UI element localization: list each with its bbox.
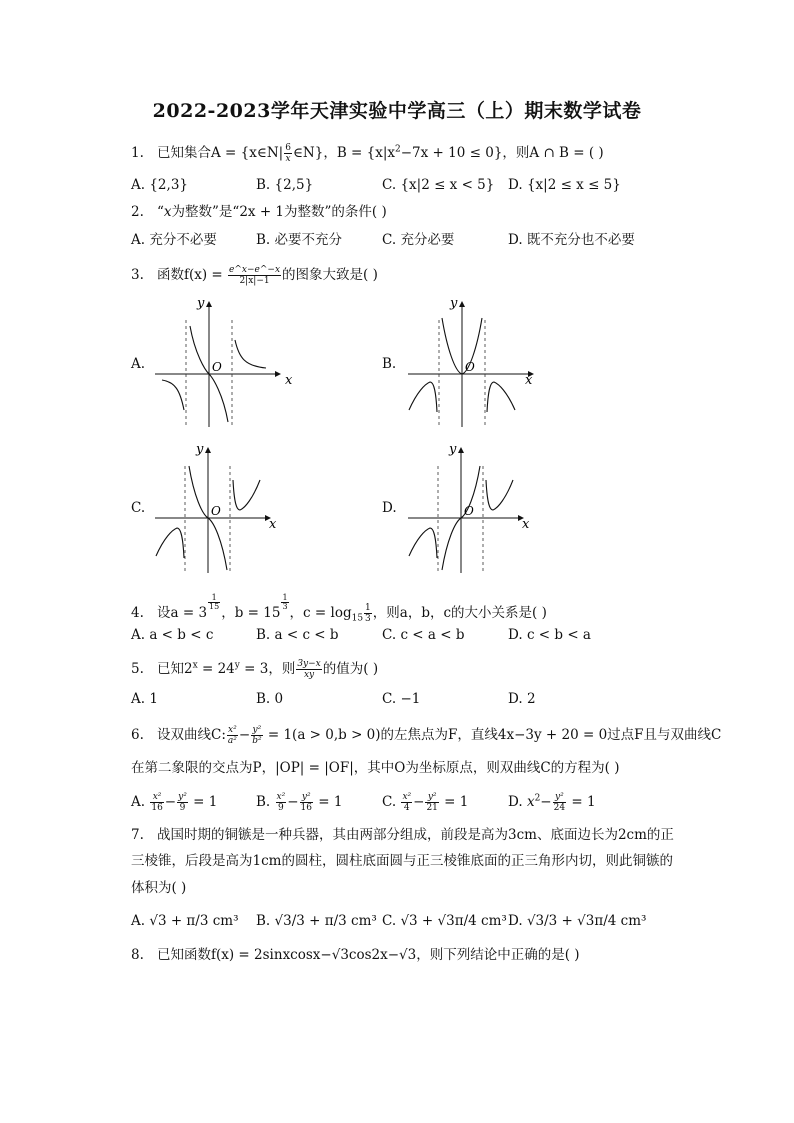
question-1: 1. 已知集合A = {x∈N| $\frac{6}{x}$ ∈N}，$B = \{x|x^2-7x + 10 \le 0\}$，则A ∩ B = ( ) bbox=[131, 143, 604, 164]
curve bbox=[486, 480, 513, 510]
x-axis-label: x bbox=[522, 517, 530, 532]
question-7-line-3: 体积为( ) bbox=[131, 880, 187, 896]
origin-label: O bbox=[211, 504, 221, 518]
option-a[interactable]: A. 充分不必要 bbox=[131, 232, 217, 248]
curve bbox=[233, 480, 260, 510]
question-5: 5. 已知$2^x = 24^y = 3$，则 $\frac{3y-x}{xy}$ 的值为( ) bbox=[131, 659, 379, 680]
question-8: 8. 已知函数f(x) = 2sinxcosx−√3cos2x−√3，则下列结论中正确的是( ) bbox=[131, 947, 580, 963]
curve bbox=[409, 528, 437, 558]
option-a[interactable]: A. a < b < c bbox=[131, 627, 214, 643]
question-6: 6. 设双曲线C: $\frac{\text{x²}}{\text{a²}}$ − $\frac{\text{y²}}{\text{b²}}$ = 1(a > 0,b > 0)的左焦点为F，直线4x−3y + 20 = 0过点F且与双曲线C bbox=[131, 725, 722, 746]
origin-label: O bbox=[212, 360, 222, 374]
question-number: 1. bbox=[131, 145, 144, 161]
page-title: 2022-2023学年天津实验中学高三（上）期末数学试卷 bbox=[152, 100, 642, 122]
option-d[interactable]: D. √3/3 + √3π/4 cm³ bbox=[508, 913, 647, 929]
graph-d-label[interactable]: D. bbox=[382, 500, 397, 516]
graph-c[interactable] bbox=[150, 438, 300, 578]
option-d[interactable]: D. 2 bbox=[508, 691, 536, 707]
option-c[interactable]: C. −1 bbox=[382, 691, 421, 707]
option-d[interactable]: D. 既不充分也不必要 bbox=[508, 232, 635, 248]
question-number: 7. bbox=[131, 827, 144, 843]
option-a[interactable]: A. $\frac{\text{x²}}{16}$ − $\frac{\text{y²}}{9}$ = 1 bbox=[131, 792, 218, 813]
option-c[interactable]: C. {x|2 ≤ x < 5} bbox=[382, 177, 495, 193]
graph-b[interactable] bbox=[403, 292, 553, 432]
origin-label: O bbox=[465, 360, 475, 374]
option-c[interactable]: C. $\frac{\text{x²}}{4}$ − $\frac{\text{y²}}{21}$ = 1 bbox=[382, 792, 469, 813]
question-number: 8. bbox=[131, 947, 144, 963]
question-number: 2. bbox=[131, 204, 144, 220]
option-b[interactable]: B. 0 bbox=[256, 691, 284, 707]
option-b[interactable]: B. 必要不充分 bbox=[256, 232, 343, 248]
y-axis-label: y bbox=[197, 296, 205, 311]
graph-d[interactable] bbox=[403, 438, 553, 578]
option-c[interactable]: C. 充分必要 bbox=[382, 232, 455, 248]
option-b[interactable]: B. √3/3 + π/3 cm³ bbox=[256, 913, 377, 929]
question-number: 6. bbox=[131, 727, 144, 743]
option-d[interactable]: D. c < b < a bbox=[508, 627, 591, 643]
option-a[interactable]: A. √3 + π/3 cm³ bbox=[131, 913, 239, 929]
y-axis-label: y bbox=[196, 442, 204, 457]
curve bbox=[409, 382, 437, 412]
option-a[interactable]: A. {2,3} bbox=[131, 177, 188, 193]
graph-a[interactable] bbox=[150, 292, 300, 432]
question-7: 7. 战国时期的铜镞是一种兵器，其由两部分组成，前段是高为3cm、底面边长为2cm的正 bbox=[131, 827, 674, 843]
question-number: 5. bbox=[131, 661, 144, 677]
curve bbox=[162, 380, 184, 410]
y-axis-label: y bbox=[450, 296, 458, 311]
option-c[interactable]: C. c < a < b bbox=[382, 627, 465, 643]
origin-label: O bbox=[464, 504, 474, 518]
y-axis-label: y bbox=[449, 442, 457, 457]
question-number: 4. bbox=[131, 605, 144, 621]
curve bbox=[487, 382, 515, 412]
x-axis-label: x bbox=[269, 517, 277, 532]
option-b[interactable]: B. {2,5} bbox=[256, 177, 314, 193]
option-a[interactable]: A. 1 bbox=[131, 691, 158, 707]
option-d[interactable]: D. $x^2-$ $\frac{\text{y²}}{24}$ = 1 bbox=[508, 792, 596, 813]
option-d[interactable]: D. {x|2 ≤ x ≤ 5} bbox=[508, 177, 621, 193]
question-number: 3. bbox=[131, 267, 144, 283]
graph-a-label[interactable]: A. bbox=[131, 356, 146, 372]
curve bbox=[235, 340, 266, 368]
question-7-line-2: 三棱锥，后段是高为1cm的圆柱，圆柱底面圆与正三棱锥底面的正三角形内切，则此铜镞的 bbox=[131, 853, 673, 869]
question-4: 4. 设a = 3 $^{\frac{1}{15}}$ ，b = 15 $^{\frac{1}{3}}$ ，$c = \log_{15}$ $\frac{1}{3}$ ，则a，b，c的大小关系是( ) bbox=[131, 593, 547, 624]
question-2: 2. “x为整数”是“2x + 1为整数”的条件( ) bbox=[131, 204, 387, 220]
option-c[interactable]: C. √3 + √3π/4 cm³ bbox=[382, 913, 507, 929]
x-axis-label: x bbox=[525, 373, 533, 388]
graph-b-label[interactable]: B. bbox=[382, 356, 397, 372]
option-b[interactable]: B. a < c < b bbox=[256, 627, 339, 643]
graph-c-label[interactable]: C. bbox=[131, 500, 146, 516]
curve bbox=[156, 528, 184, 558]
question-6-line-2: 在第二象限的交点为P，|OP| = |OF|，其中O为坐标原点，则双曲线C的方程为( ) bbox=[131, 760, 620, 776]
x-axis-label: x bbox=[285, 373, 293, 388]
option-b[interactable]: B. $\frac{\text{x²}}{9}$ − $\frac{\text{y²}}{16}$ = 1 bbox=[256, 792, 343, 813]
question-3: 3. 函数f(x) = $\frac{e\^{}x-e\^{}-x}{2|x|-1}$ 的图象大致是( ) bbox=[131, 265, 378, 286]
